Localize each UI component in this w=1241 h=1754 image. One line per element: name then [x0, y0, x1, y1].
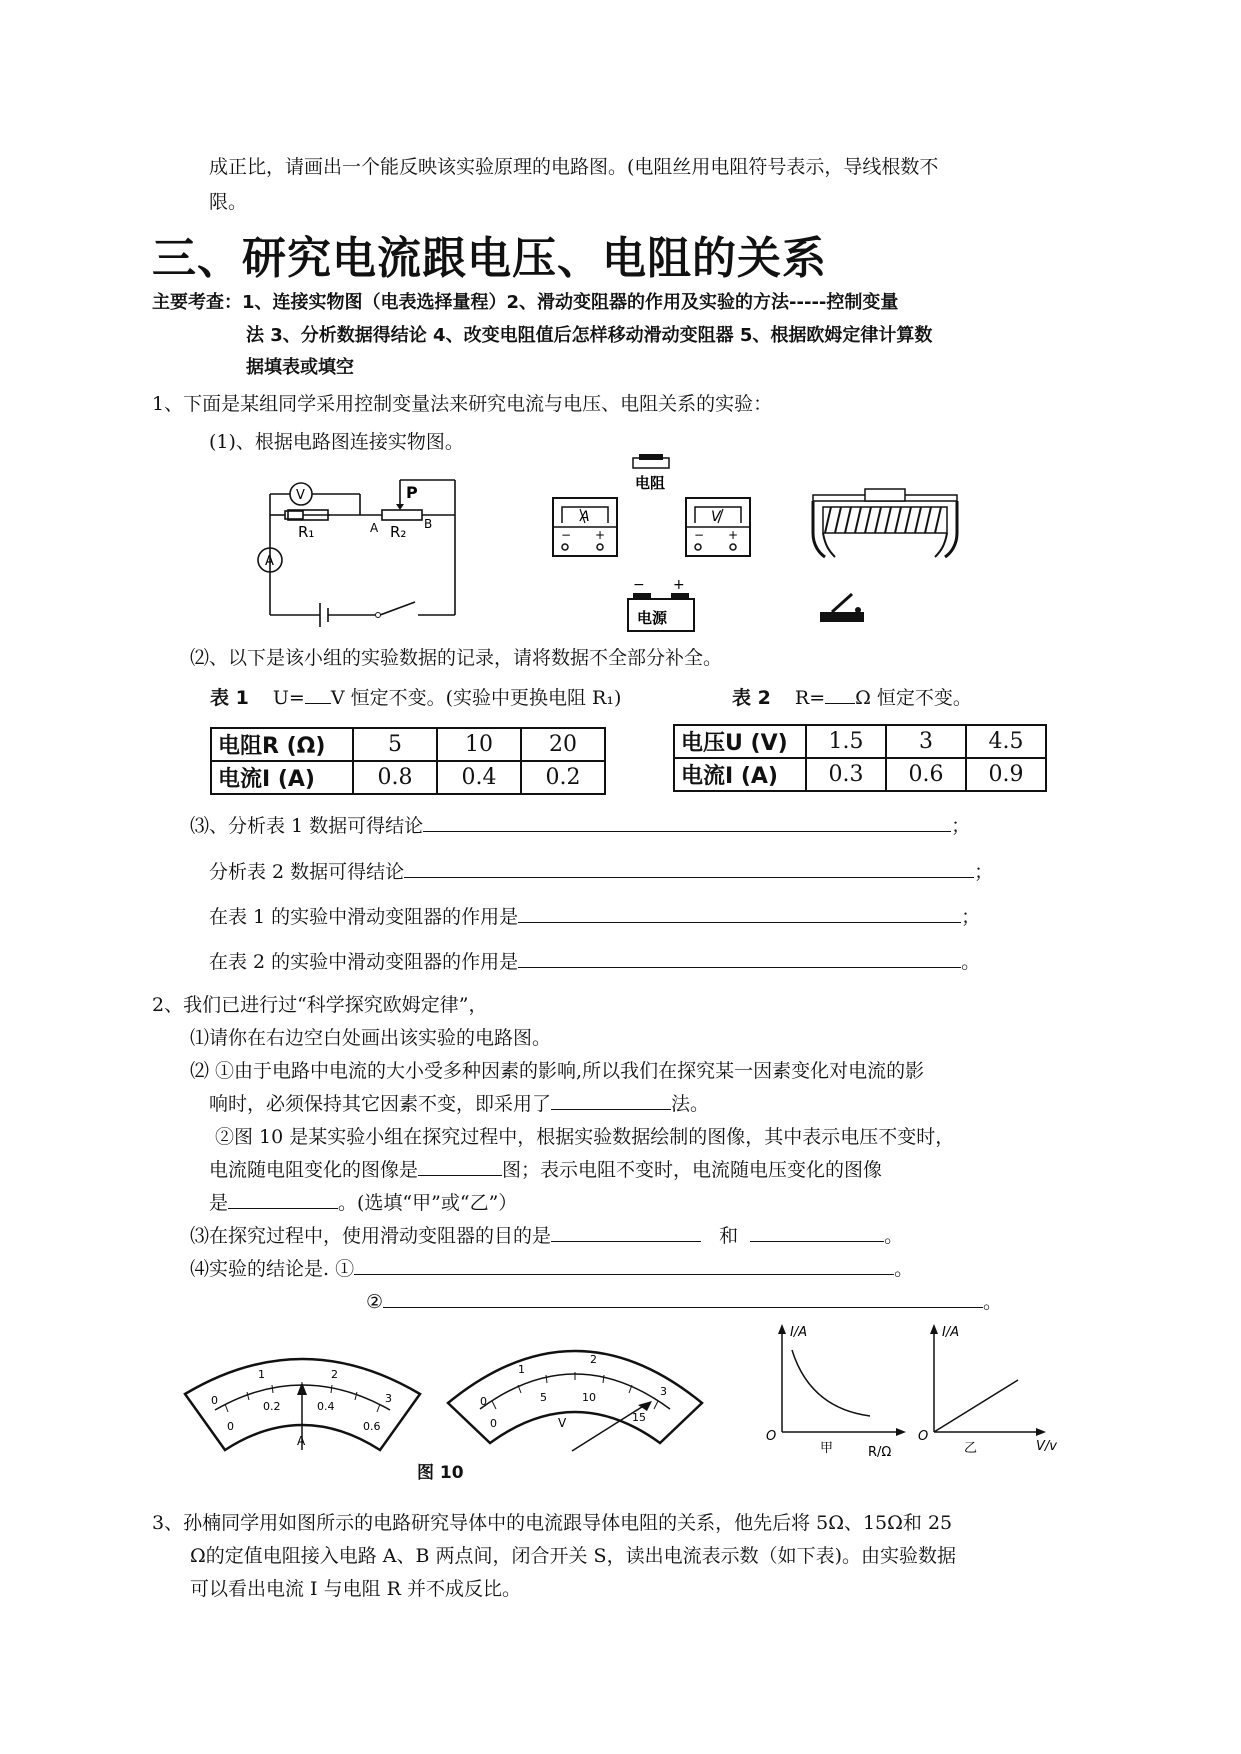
circuit-diagram — [240, 470, 470, 630]
intro-line-1: 成正比，请画出一个能反映该实验原理的电路图。(电阻丝用电阻符号表示，导线根数不 — [209, 156, 939, 178]
q3-line-1: 3、孙楠同学用如图所示的电路研究导体中的电流跟导体电阻的关系，他先后将 5Ω、15Ω和 25 — [152, 1512, 953, 1534]
voltmeter-symbol: V — [711, 509, 721, 525]
ammeter-dial-symbol: A — [297, 1434, 306, 1448]
q1-part2: ⑵、以下是该小组的实验数据的记录，请将数据不全部分补全。 — [190, 647, 723, 669]
graph-jia — [760, 1320, 910, 1460]
q1-part3b: 分析表 2 数据可得结论 ； — [209, 861, 994, 883]
jia-ylabel: I/A — [790, 1325, 808, 1340]
section-title: 三、研究电流跟电压、电阻的关系 — [152, 233, 827, 284]
yi-origin: O — [918, 1429, 929, 1444]
table2-caption: 表 2 R= Ω 恒定不变。 — [732, 687, 972, 709]
table2-cell: 3 — [886, 725, 966, 758]
circuit-a-point: A — [370, 521, 379, 535]
circuit-p-label: P — [406, 483, 418, 502]
jia-origin: O — [766, 1429, 777, 1444]
q1-part3a: ⑶、分析表 1 数据可得结论 ； — [190, 815, 971, 837]
table2 — [673, 724, 1047, 792]
source-label: 电源 — [637, 609, 668, 627]
q2-p3: ⑶在探究过程中，使用滑动变阻器的目的是 和 。 — [190, 1225, 904, 1247]
table2-cell: 1.5 — [806, 725, 886, 758]
resistor-label: 电阻 — [635, 474, 666, 492]
voltmeter-tick-label: 10 — [582, 1391, 596, 1404]
table-row — [674, 758, 1046, 791]
q3-line-3: 可以看出电流 I 与电阻 R 并不成反比。 — [190, 1578, 521, 1600]
jia-xlabel: R/Ω — [868, 1445, 892, 1460]
rheostat-component — [805, 485, 965, 565]
focus-line-2: 法 3、分析数据得结论 4、改变电阻值后怎样移动滑动变阻器 5、根据欧姆定律计算数 — [246, 325, 933, 346]
ammeter-tick-label: 0 — [211, 1394, 218, 1407]
q2-p2-line1: ⑵ ①由于电路中电流的大小受多种因素的影响,所以我们在探究某一因素变化对电流的影 — [190, 1060, 925, 1082]
q1-part1: (1)、根据电路图连接实物图。 — [209, 431, 464, 453]
q3-line-2: Ω的定值电阻接入电路 A、B 两点间，闭合开关 S，读出电流表示数（如下表)。由实验数据 — [190, 1545, 956, 1567]
circuit-a-label: A — [265, 554, 274, 569]
ammeter-dial — [175, 1340, 430, 1460]
power-source-component — [625, 575, 700, 635]
table1-cell: 0.4 — [437, 761, 521, 794]
table1-cell: 20 — [521, 728, 605, 761]
ammeter-component — [550, 495, 620, 560]
figure10-caption: 图 10 — [417, 1463, 464, 1483]
q2-p2-line3: ②图 10 是某实验小组在探究过程中，根据实验数据绘制的图像，其中表示电压不变时， — [215, 1126, 955, 1148]
table2-cell: 0.3 — [806, 758, 886, 791]
table-row — [211, 761, 605, 794]
voltmeter-tick-label: 0 — [490, 1417, 497, 1430]
q2-p2-line2: 响时，必须保持其它因素不变，即采用了 法。 — [209, 1093, 710, 1115]
table2-cell: 0.6 — [886, 758, 966, 791]
voltmeter-component — [683, 495, 753, 560]
table1-cell: 10 — [437, 728, 521, 761]
circuit-r2-label: R₂ — [390, 523, 407, 541]
ammeter-tick-label: 0 — [227, 1420, 234, 1433]
table2-cell: 4.5 — [966, 725, 1046, 758]
table2-row2-label: 电流I (A) — [674, 758, 806, 791]
voltmeter-tick-label: 0 — [480, 1395, 487, 1408]
yi-xlabel: V/v — [1036, 1439, 1057, 1454]
ammeter-symbol: A — [580, 509, 590, 525]
table2-cell: 0.9 — [966, 758, 1046, 791]
yi-line — [934, 1380, 1018, 1432]
voltmeter-tick-label: 2 — [590, 1353, 597, 1366]
voltmeter-dial-symbol: V — [558, 1416, 567, 1430]
ammeter-plus: + — [595, 528, 606, 542]
table1-cell: 0.8 — [353, 761, 437, 794]
voltmeter-minus: − — [694, 528, 705, 542]
resistor-component — [625, 452, 685, 492]
jia-curve — [792, 1350, 870, 1416]
table1-cell: 0.2 — [521, 761, 605, 794]
intro-line-2: 限。 — [209, 191, 248, 213]
source-minus: − — [633, 577, 645, 593]
circuit-r1-label: R₁ — [298, 523, 315, 541]
voltmeter-plus: + — [728, 528, 739, 542]
focus-line-3: 据填表或填空 — [246, 357, 354, 378]
voltmeter-tick-label: 15 — [632, 1411, 646, 1424]
yi-name: 乙 — [964, 1441, 978, 1456]
ammeter-tick-label: 2 — [331, 1368, 338, 1381]
table1-row2-label: 电流I (A) — [211, 761, 353, 794]
ammeter-tick-label: 0.4 — [317, 1400, 335, 1413]
q2-stem: 2、我们已进行过“科学探究欧姆定律”， — [152, 994, 488, 1016]
voltmeter-dial — [440, 1325, 710, 1455]
voltmeter-tick-label: 3 — [660, 1385, 667, 1398]
switch-component — [818, 588, 868, 628]
q2-p4b: ② 。 — [366, 1291, 1003, 1313]
ammeter-tick-label: 0.6 — [363, 1420, 381, 1433]
q2-p1: ⑴请你在右边空白处画出该实验的电路图。 — [190, 1027, 552, 1049]
q1-stem: 1、下面是某组同学采用控制变量法来研究电流与电压、电阻关系的实验： — [152, 393, 773, 415]
q2-p2-line4: 电流随电阻变化的图像是 图；表示电阻不变时，电流随电压变化的图像 — [209, 1159, 883, 1181]
circuit-b-point: B — [424, 517, 433, 531]
q1-part3d: 在表 2 的实验中滑动变阻器的作用是 。 — [209, 951, 981, 973]
q1-part3c: 在表 1 的实验中滑动变阻器的作用是 ； — [209, 906, 981, 928]
table-row — [674, 725, 1046, 758]
focus-line-1: 主要考查：1、连接实物图（电表选择量程）2、滑动变阻器的作用及实验的方法-----控制变量 — [152, 292, 899, 313]
voltmeter-tick-label: 1 — [518, 1363, 525, 1376]
yi-ylabel: I/A — [942, 1325, 960, 1340]
table2-row1-label: 电压U (V) — [674, 725, 806, 758]
table1 — [210, 727, 606, 795]
ammeter-tick-label: 3 — [385, 1392, 392, 1405]
source-plus: + — [673, 577, 685, 593]
table1-row1-label: 电阻R (Ω) — [211, 728, 353, 761]
ammeter-tick-label: 1 — [258, 1368, 265, 1381]
ammeter-minus: − — [561, 528, 572, 542]
table1-cell: 5 — [353, 728, 437, 761]
q2-p2-line5: 是 。(选填“甲”或“乙”） — [209, 1192, 518, 1214]
graph-yi — [918, 1320, 1068, 1460]
circuit-v-label: V — [296, 488, 305, 503]
q2-p4a: ⑷实验的结论是. ① 。 — [190, 1258, 914, 1280]
table-row — [211, 728, 605, 761]
voltmeter-tick-label: 5 — [540, 1391, 547, 1404]
table1-caption: 表 1 U= V 恒定不变。(实验中更换电阻 R₁) — [210, 687, 622, 709]
ammeter-tick-label: 0.2 — [263, 1400, 281, 1413]
jia-name: 甲 — [820, 1441, 834, 1456]
